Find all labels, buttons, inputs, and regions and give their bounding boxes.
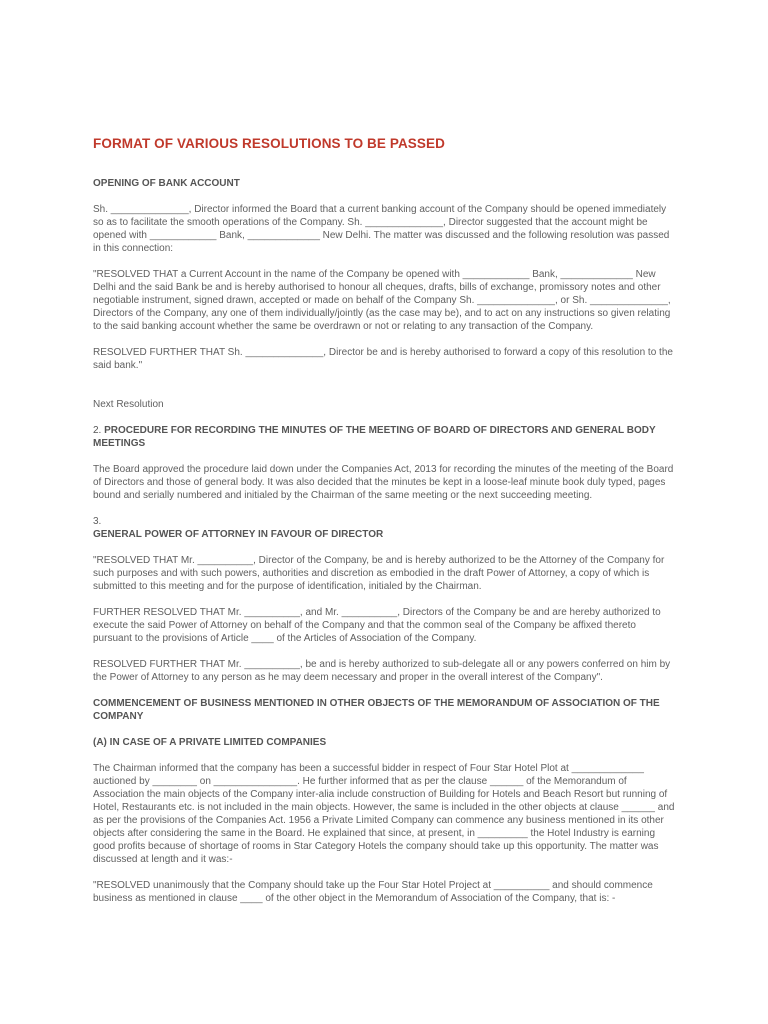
section-heading-text: PROCEDURE FOR RECORDING THE MINUTES OF THE MEETING OF BOARD OF DIRECTORS AND GENERAL BODY MEETINGS [93, 425, 656, 449]
section-heading-commencement: COMMENCEMENT OF BUSINESS MENTIONED IN OTHER OBJECTS OF THE MEMORANDUM OF ASSOCIATION OF THE COMPANY [93, 698, 660, 722]
section-heading-minutes [93, 424, 676, 450]
subsection-heading: (A) IN CASE OF A PRIVATE LIMITED COMPANIES [93, 737, 327, 748]
paragraph: RESOLVED FURTHER THAT Mr. __________, be and is hereby authorized to sub-delegate all or any powers conferred on him by the Power of Attorney to any person as he may deem necessary and proper in the overall interest of the Company". [93, 659, 671, 683]
section-number: 3. [93, 516, 102, 527]
paragraph: FURTHER RESOLVED THAT Mr. __________, and Mr. __________, Directors of the Company be and are hereby authorized to execute the said Power of Attorney on behalf of the Company and that the common seal of the Company be affixed thereto pursuant to the provisions of Article ____ of the Articles of Association of the Company. [93, 607, 661, 644]
paragraph: "RESOLVED THAT Mr. __________, Director of the Company, be and is hereby authorized to be the Attorney of the Company for such purposes and with such powers, authorities and discretion as embodied in the draft Power of Attorney, a copy of which is submitted to this meeting and for the purpose of identification, initialed by the Chairman. [93, 555, 665, 592]
paragraph: "RESOLVED THAT a Current Account in the name of the Company be opened with ____________ Bank, _____________ New Delhi and the said Bank be and is hereby authorised to honour all cheques, drafts, bills of exchange, promissory notes and other negotiable instrument, signed drawn, accepted or made on behalf of the Company Sh. ______________, or Sh. ______________, Directors of the Company, any one of them individually/jointly (as the case may be), and to act on any instructions so given relating to the said banking account whether the same be overdrawn or not or relating to any transaction of the Company. [93, 269, 671, 332]
paragraph: Sh. ______________, Director informed the Board that a current banking account of the Company should be opened immediately so as to facilitate the smooth operations of the Company. Sh. ______________, Director suggested that the account might be opened with ____________ Bank, _____________ New Delhi. The matter was discussed and the following resolution was passed in this connection: [93, 204, 670, 254]
paragraph: "RESOLVED unanimously that the Company should take up the Four Star Hotel Project at __________ and should commence business as mentioned in clause ____ of the other object in the Memorandum of Association of the Company, that is: - [93, 880, 653, 904]
section-heading-bank-account: OPENING OF BANK ACCOUNT [93, 178, 240, 189]
paragraph: RESOLVED FURTHER THAT Sh. ______________, Director be and is hereby authorised to forward a copy of this resolution to the said bank." [93, 347, 673, 371]
paragraph: The Board approved the procedure laid down under the Companies Act, 2013 for recording the minutes of the meeting of the Board of Directors and those of general body. It was also decided that the minutes be kept in a loose-leaf minute book duly typed, pages bound and serially numbered and initialed by the Chairman of the same meeting or the next succeeding meeting. [93, 464, 674, 501]
document-title: FORMAT OF VARIOUS RESOLUTIONS TO BE PASSED [93, 136, 445, 151]
spacer [93, 385, 676, 398]
next-resolution-label: Next Resolution [93, 399, 164, 410]
paragraph: The Chairman informed that the company has been a successful bidder in respect of Four Star Hotel Plot at _____________ auctioned by ________ on _______________. He further informed that as per the clause ______ of the Memorandum of Association the main objects of the Company inter-alia include construction of Building for Hotels and Beach Resort but running of Hotel, Restaurants etc. is not included in the main objects. However, the same is included in the other objects at clause ______ and as per the provisions of the Companies Act. 1956 a Private Limited Company can commence any business mentioned in its other objects after considering the same in the Board. He explained that since, at present, in _________ the Hotel Industry is earning good profits because of shortage of rooms in Star Category Hotels the company should take up this opportunity. The matter was discussed at length and it was:- [93, 763, 675, 865]
section-heading-power-of-attorney: GENERAL POWER OF ATTORNEY IN FAVOUR OF DIRECTOR [93, 529, 384, 540]
section-number: 2. [93, 425, 102, 436]
document-page [93, 136, 676, 918]
